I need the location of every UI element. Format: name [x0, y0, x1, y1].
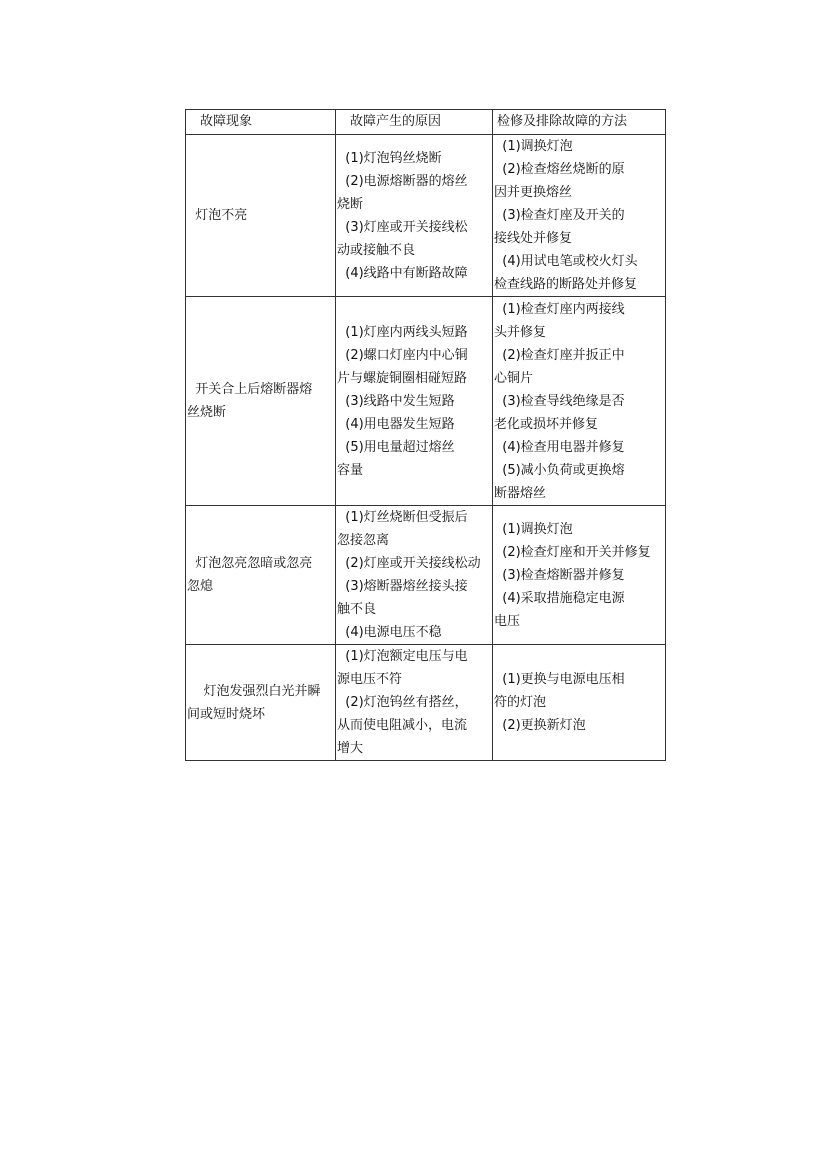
- fault-table: [185, 109, 666, 761]
- cell-line: (1)调换灯泡: [494, 521, 573, 537]
- cell-line: 断器熔丝: [494, 485, 547, 501]
- header-phenomenon: 故障现象: [186, 110, 336, 135]
- causes-text: [337, 506, 492, 644]
- table-row: [186, 645, 666, 761]
- header-remedies: 检修及排除故障的方法: [493, 110, 666, 135]
- cell-line: (4)检查用电器并修复: [494, 439, 625, 455]
- cell-line: (4)采取措施稳定电源: [494, 590, 625, 606]
- cell-line: (3)灯座或开关接线松: [337, 219, 468, 235]
- header-row: [186, 110, 666, 135]
- cell-line: 符的灯泡: [494, 695, 547, 710]
- cell-line: 烧断: [337, 196, 364, 212]
- cell-line: (4)用试电笔或校火灯头: [494, 254, 638, 269]
- cell-line: 忽熄: [187, 579, 214, 594]
- cell-line: 开关合上后熔断器熔: [187, 382, 313, 397]
- cell-line: 电压: [494, 613, 521, 629]
- cell-line: (2)更换新灯泡: [494, 718, 586, 733]
- cell-line: (1)灯泡额定电压与电: [337, 649, 468, 664]
- phenomenon-cell: [186, 297, 336, 506]
- cell-line: (2)检查熔丝烧断的原: [494, 162, 625, 177]
- cell-line: (3)熔断器熔丝接头接: [337, 579, 468, 594]
- phenomenon-text: [187, 204, 335, 227]
- remedies-cell: [493, 645, 666, 761]
- cell-line: 触不良: [337, 602, 377, 617]
- cell-line: 接线处并修复: [494, 231, 573, 246]
- remedies-text: [494, 518, 665, 633]
- cell-line: (2)螺口灯座内中心铜: [337, 347, 468, 363]
- causes-text: [337, 645, 492, 760]
- table-row: [186, 297, 666, 506]
- causes-text: [337, 147, 492, 285]
- phenomenon-text: [187, 680, 335, 726]
- causes-cell: [336, 506, 493, 645]
- cell-line: (4)用电器发生短路: [337, 416, 455, 432]
- cell-line: (4)电源电压不稳: [337, 625, 442, 640]
- cell-line: (5)用电量超过熔丝: [337, 439, 455, 455]
- cell-line: (1)检查灯座内两接线: [494, 301, 625, 317]
- table-row: [186, 506, 666, 645]
- cell-line: 灯泡不亮: [187, 208, 248, 223]
- phenomenon-cell: [186, 506, 336, 645]
- cell-line: 灯泡发强烈白光并瞬: [187, 683, 321, 699]
- header-causes: 故障产生的原因: [336, 110, 493, 135]
- cell-line: (3)检查导线绝缘是否: [494, 393, 625, 409]
- remedies-text: [494, 668, 665, 737]
- remedies-cell: [493, 135, 666, 297]
- cell-line: (3)检查熔断器并修复: [494, 567, 625, 583]
- remedies-cell: [493, 506, 666, 645]
- phenomenon-text: [187, 378, 335, 424]
- cell-line: (1)灯座内两线头短路: [337, 324, 468, 340]
- causes-cell: [336, 135, 493, 297]
- cell-line: 心铜片: [494, 370, 534, 386]
- cell-line: 从而使电阻减小，电流: [337, 718, 468, 733]
- remedies-text: [494, 135, 665, 296]
- cell-line: 增大: [337, 741, 364, 756]
- cell-line: (4)线路中有断路故障: [337, 265, 468, 281]
- cell-line: (1)更换与电源电压相: [494, 672, 625, 687]
- cell-line: (3)检查灯座及开关的: [494, 208, 625, 223]
- cell-line: (3)线路中发生短路: [337, 393, 455, 409]
- cell-line: (5)减小负荷或更换熔: [494, 462, 625, 478]
- remedies-text: [494, 298, 665, 505]
- cell-line: (2)灯泡钨丝有搭丝，: [337, 695, 468, 710]
- cell-line: (1)灯丝烧断但受振后: [337, 510, 468, 525]
- cell-line: (2)电源熔断器的熔丝: [337, 173, 468, 189]
- cell-line: 丝烧断: [187, 405, 227, 420]
- cell-line: (2)检查灯座和开关并修复: [494, 544, 651, 560]
- cell-line: 忽接忽离: [337, 533, 390, 548]
- cell-line: (2)检查灯座并扳正中: [494, 347, 625, 363]
- cell-line: (1)调换灯泡: [494, 139, 573, 154]
- cell-line: 老化或损坏并修复: [494, 416, 599, 432]
- cell-line: 灯泡忽亮忽暗或忽亮: [187, 556, 313, 571]
- causes-cell: [336, 645, 493, 761]
- phenomenon-cell: [186, 645, 336, 761]
- cell-line: (2)灯座或开关接线松动: [337, 556, 481, 571]
- cell-line: 动或接触不良: [337, 242, 416, 258]
- cell-line: 因并更换熔丝: [494, 185, 573, 200]
- table-row: [186, 135, 666, 297]
- causes-cell: [336, 297, 493, 506]
- cell-line: 间或短时烧坏: [187, 706, 266, 722]
- causes-text: [337, 321, 492, 482]
- cell-line: 头并修复: [494, 324, 547, 340]
- cell-line: 检查线路的断路处并修复: [494, 277, 638, 292]
- cell-line: 源电压不符: [337, 672, 403, 687]
- phenomenon-cell: [186, 135, 336, 297]
- phenomenon-text: [187, 552, 335, 598]
- cell-line: 片与螺旋铜圈相碰短路: [337, 370, 468, 386]
- remedies-cell: [493, 297, 666, 506]
- cell-line: 容量: [337, 462, 364, 478]
- cell-line: (1)灯泡钨丝烧断: [337, 150, 442, 166]
